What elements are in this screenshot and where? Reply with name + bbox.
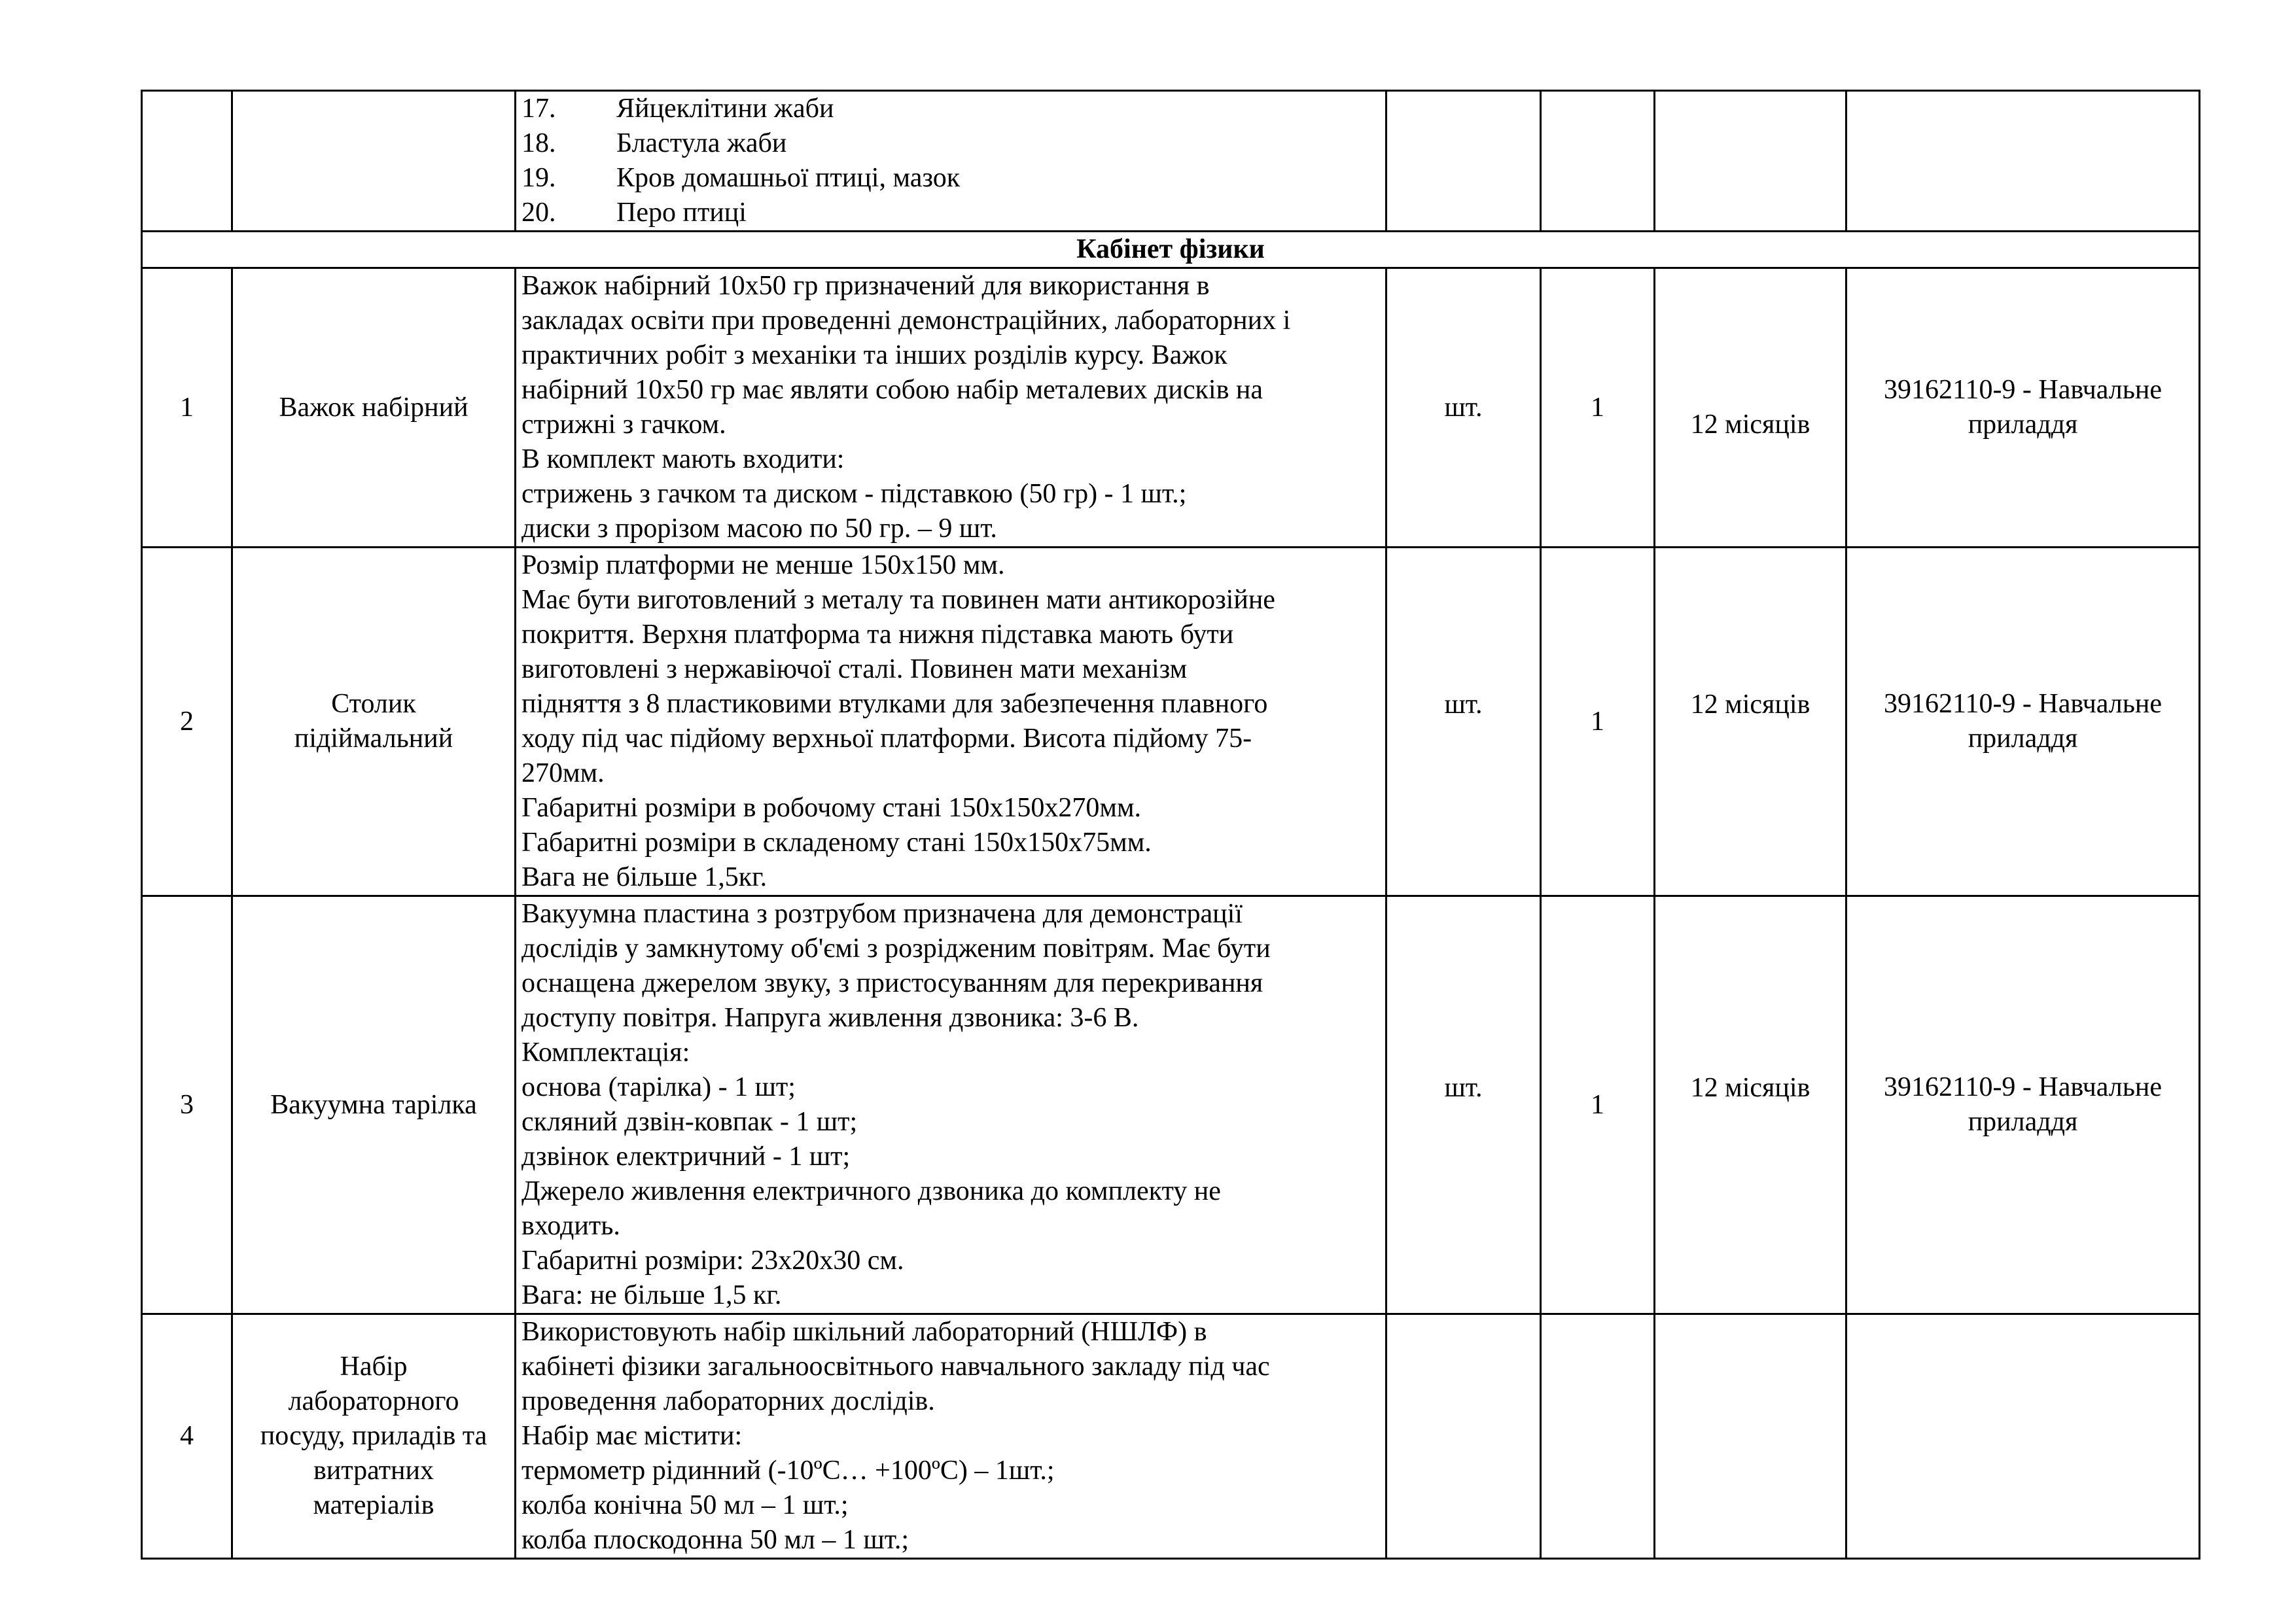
specification-table bbox=[141, 90, 2200, 1560]
item-description: Розмір платформи не менше 150х150 мм. Має бути виготовлений з металу та повинен мати антикорозійне покриття. Верхня платформа та нижня підставка мають бути виготовлені з нержавіючої сталі. Повинен мати механізм підняття з 8 пластиковими втулками для забезпечення плавного ходу під час підйому верхньої платформи. Висота підйому 75- 270мм. Габаритні розміри в робочому стані 150х150х270мм. Габаритні розміри в складеному стані 150х150х75мм. Вага не більше 1,5кг. bbox=[516, 548, 1386, 896]
name-cell bbox=[232, 91, 516, 232]
item-warranty bbox=[1655, 1314, 1846, 1559]
unit-cell bbox=[1386, 91, 1541, 232]
table-row bbox=[142, 1314, 2200, 1559]
item-unit: шт. bbox=[1386, 896, 1541, 1314]
row-number: 4 bbox=[142, 1314, 232, 1559]
table-row bbox=[142, 896, 2200, 1314]
item-warranty: 12 місяців bbox=[1655, 896, 1846, 1314]
list-item: 19. Кров домашньої птиці, мазок bbox=[521, 163, 961, 193]
item-unit bbox=[1386, 1314, 1541, 1559]
row-number: 3 bbox=[142, 896, 232, 1314]
item-cpv-code: 39162110-9 - Навчальне приладдя bbox=[1846, 268, 2200, 548]
item-quantity: 1 bbox=[1541, 268, 1655, 548]
continuation-row bbox=[142, 91, 2200, 232]
row-number: 1 bbox=[142, 268, 232, 548]
item-cpv-code: 39162110-9 - Навчальне приладдя bbox=[1846, 896, 2200, 1314]
item-cpv-code bbox=[1846, 1314, 2200, 1559]
num-cell bbox=[142, 91, 232, 232]
item-quantity bbox=[1541, 1314, 1655, 1559]
section-row bbox=[142, 232, 2200, 268]
item-name: Набір лабораторного посуду, приладів та витратних матеріалів bbox=[232, 1314, 516, 1559]
item-name: Важок набірний bbox=[232, 268, 516, 548]
item-name: Вакуумна тарілка bbox=[232, 896, 516, 1314]
item-name: Столик підіймальний bbox=[232, 548, 516, 896]
table-row bbox=[142, 548, 2200, 896]
cpv-cell bbox=[1846, 91, 2200, 232]
list-item: 18. Бластула жаби bbox=[521, 128, 787, 158]
item-description: Використовують набір шкільний лабораторний (НШЛФ) в кабінеті фізики загальноосвітнього навчального закладу під час проведення лабораторних дослідів. Набір має містити: термометр рідинний (-10ºС… +100ºС) – 1шт.; колба конічна 50 мл – 1 шт.; колба плоскодонна 50 мл – 1 шт.; bbox=[516, 1314, 1386, 1559]
row-number: 2 bbox=[142, 548, 232, 896]
section-title: Кабінет фізики bbox=[142, 232, 2200, 268]
table-row bbox=[142, 268, 2200, 548]
item-unit: шт. bbox=[1386, 548, 1541, 896]
item-description: Вакуумна пластина з розтрубом призначена для демонстрації дослідів у замкнутому об'ємі з розрідженим повітрям. Має бути оснащена джерелом звуку, з пристосуванням для перекривання доступу повітря. Напруга живлення дзвоника: 3-6 В. Комплектація: основа (тарілка) - 1 шт; скляний дзвін-ковпак - 1 шт; дзвінок електричний - 1 шт; Джерело живлення електричного дзвоника до комплекту не входить. Габаритні розміри: 23х20х30 см. Вага: не більше 1,5 кг. bbox=[516, 896, 1386, 1314]
item-unit: шт. bbox=[1386, 268, 1541, 548]
item-warranty: 12 місяців bbox=[1655, 548, 1846, 896]
item-warranty: 12 місяців bbox=[1655, 268, 1846, 548]
qty-cell bbox=[1541, 91, 1655, 232]
item-quantity: 1 bbox=[1541, 896, 1655, 1314]
list-item: 17. Яйцеклітини жаби bbox=[521, 94, 834, 124]
list-item: 20. Перо птиці bbox=[521, 198, 747, 228]
item-quantity: 1 bbox=[1541, 548, 1655, 896]
item-cpv-code: 39162110-9 - Навчальне приладдя bbox=[1846, 548, 2200, 896]
continuation-list bbox=[516, 91, 1386, 232]
warranty-cell bbox=[1655, 91, 1846, 232]
item-description: Важок набірний 10х50 гр призначений для використання в закладах освіти при проведенні демонстраційних, лабораторних і практичних робіт з механіки та інших розділів курсу. Важок набірний 10х50 гр має являти собою набір металевих дисків на стрижні з гачком. В комплект мають входити: стрижень з гачком та диском - підставкою (50 гр) - 1 шт.; диски з прорізом масою по 50 гр. – 9 шт. bbox=[516, 268, 1386, 548]
